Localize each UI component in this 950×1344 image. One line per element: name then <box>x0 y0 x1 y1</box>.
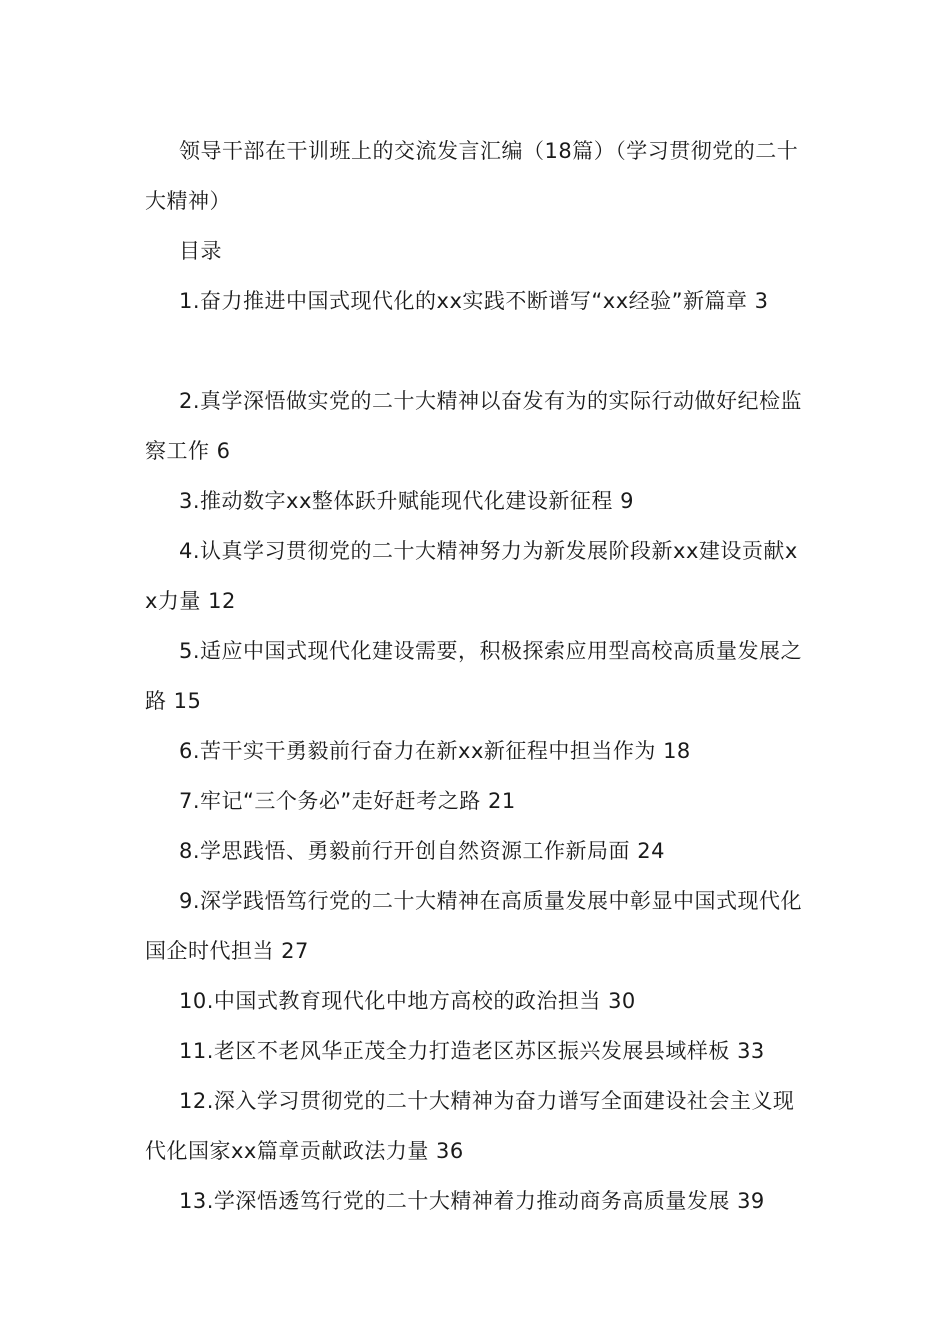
toc-item-1: 1.奋力推进中国式现代化的xx实践不断谱写“xx经验”新篇章 3 <box>179 289 769 313</box>
toc-heading: 目录 <box>179 239 222 263</box>
toc-item-3: 3.推动数字xx整体跃升赋能现代化建设新征程 9 <box>179 489 634 513</box>
toc-item-6: 6.苦干实干勇毅前行奋力在新xx新征程中担当作为 18 <box>179 739 691 763</box>
toc-item-11: 11.老区不老风华正茂全力打造老区苏区振兴发展县域样板 33 <box>179 1039 765 1063</box>
toc-item-9: 9.深学践悟笃行党的二十大精神在高质量发展中彰显中国式现代化国企时代担当 27 <box>145 889 803 963</box>
toc-item-7: 7.牢记“三个务必”走好赶考之路 21 <box>179 789 516 813</box>
toc-item-8: 8.学思践悟、勇毅前行开创自然资源工作新局面 24 <box>179 839 665 863</box>
toc-item-12: 12.深入学习贯彻党的二十大精神为奋力谱写全面建设社会主义现代化国家xx篇章贡献政法力量 36 <box>145 1089 795 1163</box>
toc-item-4: 4.认真学习贯彻党的二十大精神努力为新发展阶段新xx建设贡献xx力量 12 <box>145 539 798 613</box>
document-title: 领导干部在干训班上的交流发言汇编（18篇）（学习贯彻党的二十大精神） <box>145 139 799 213</box>
toc-item-10: 10.中国式教育现代化中地方高校的政治担当 30 <box>179 989 636 1013</box>
toc-item-5: 5.适应中国式现代化建设需要，积极探索应用型高校高质量发展之路 15 <box>145 639 803 713</box>
toc-item-2: 2.真学深悟做实党的二十大精神以奋发有为的实际行动做好纪检监察工作 6 <box>145 389 803 463</box>
toc-item-13: 13.学深悟透笃行党的二十大精神着力推动商务高质量发展 39 <box>179 1189 765 1213</box>
